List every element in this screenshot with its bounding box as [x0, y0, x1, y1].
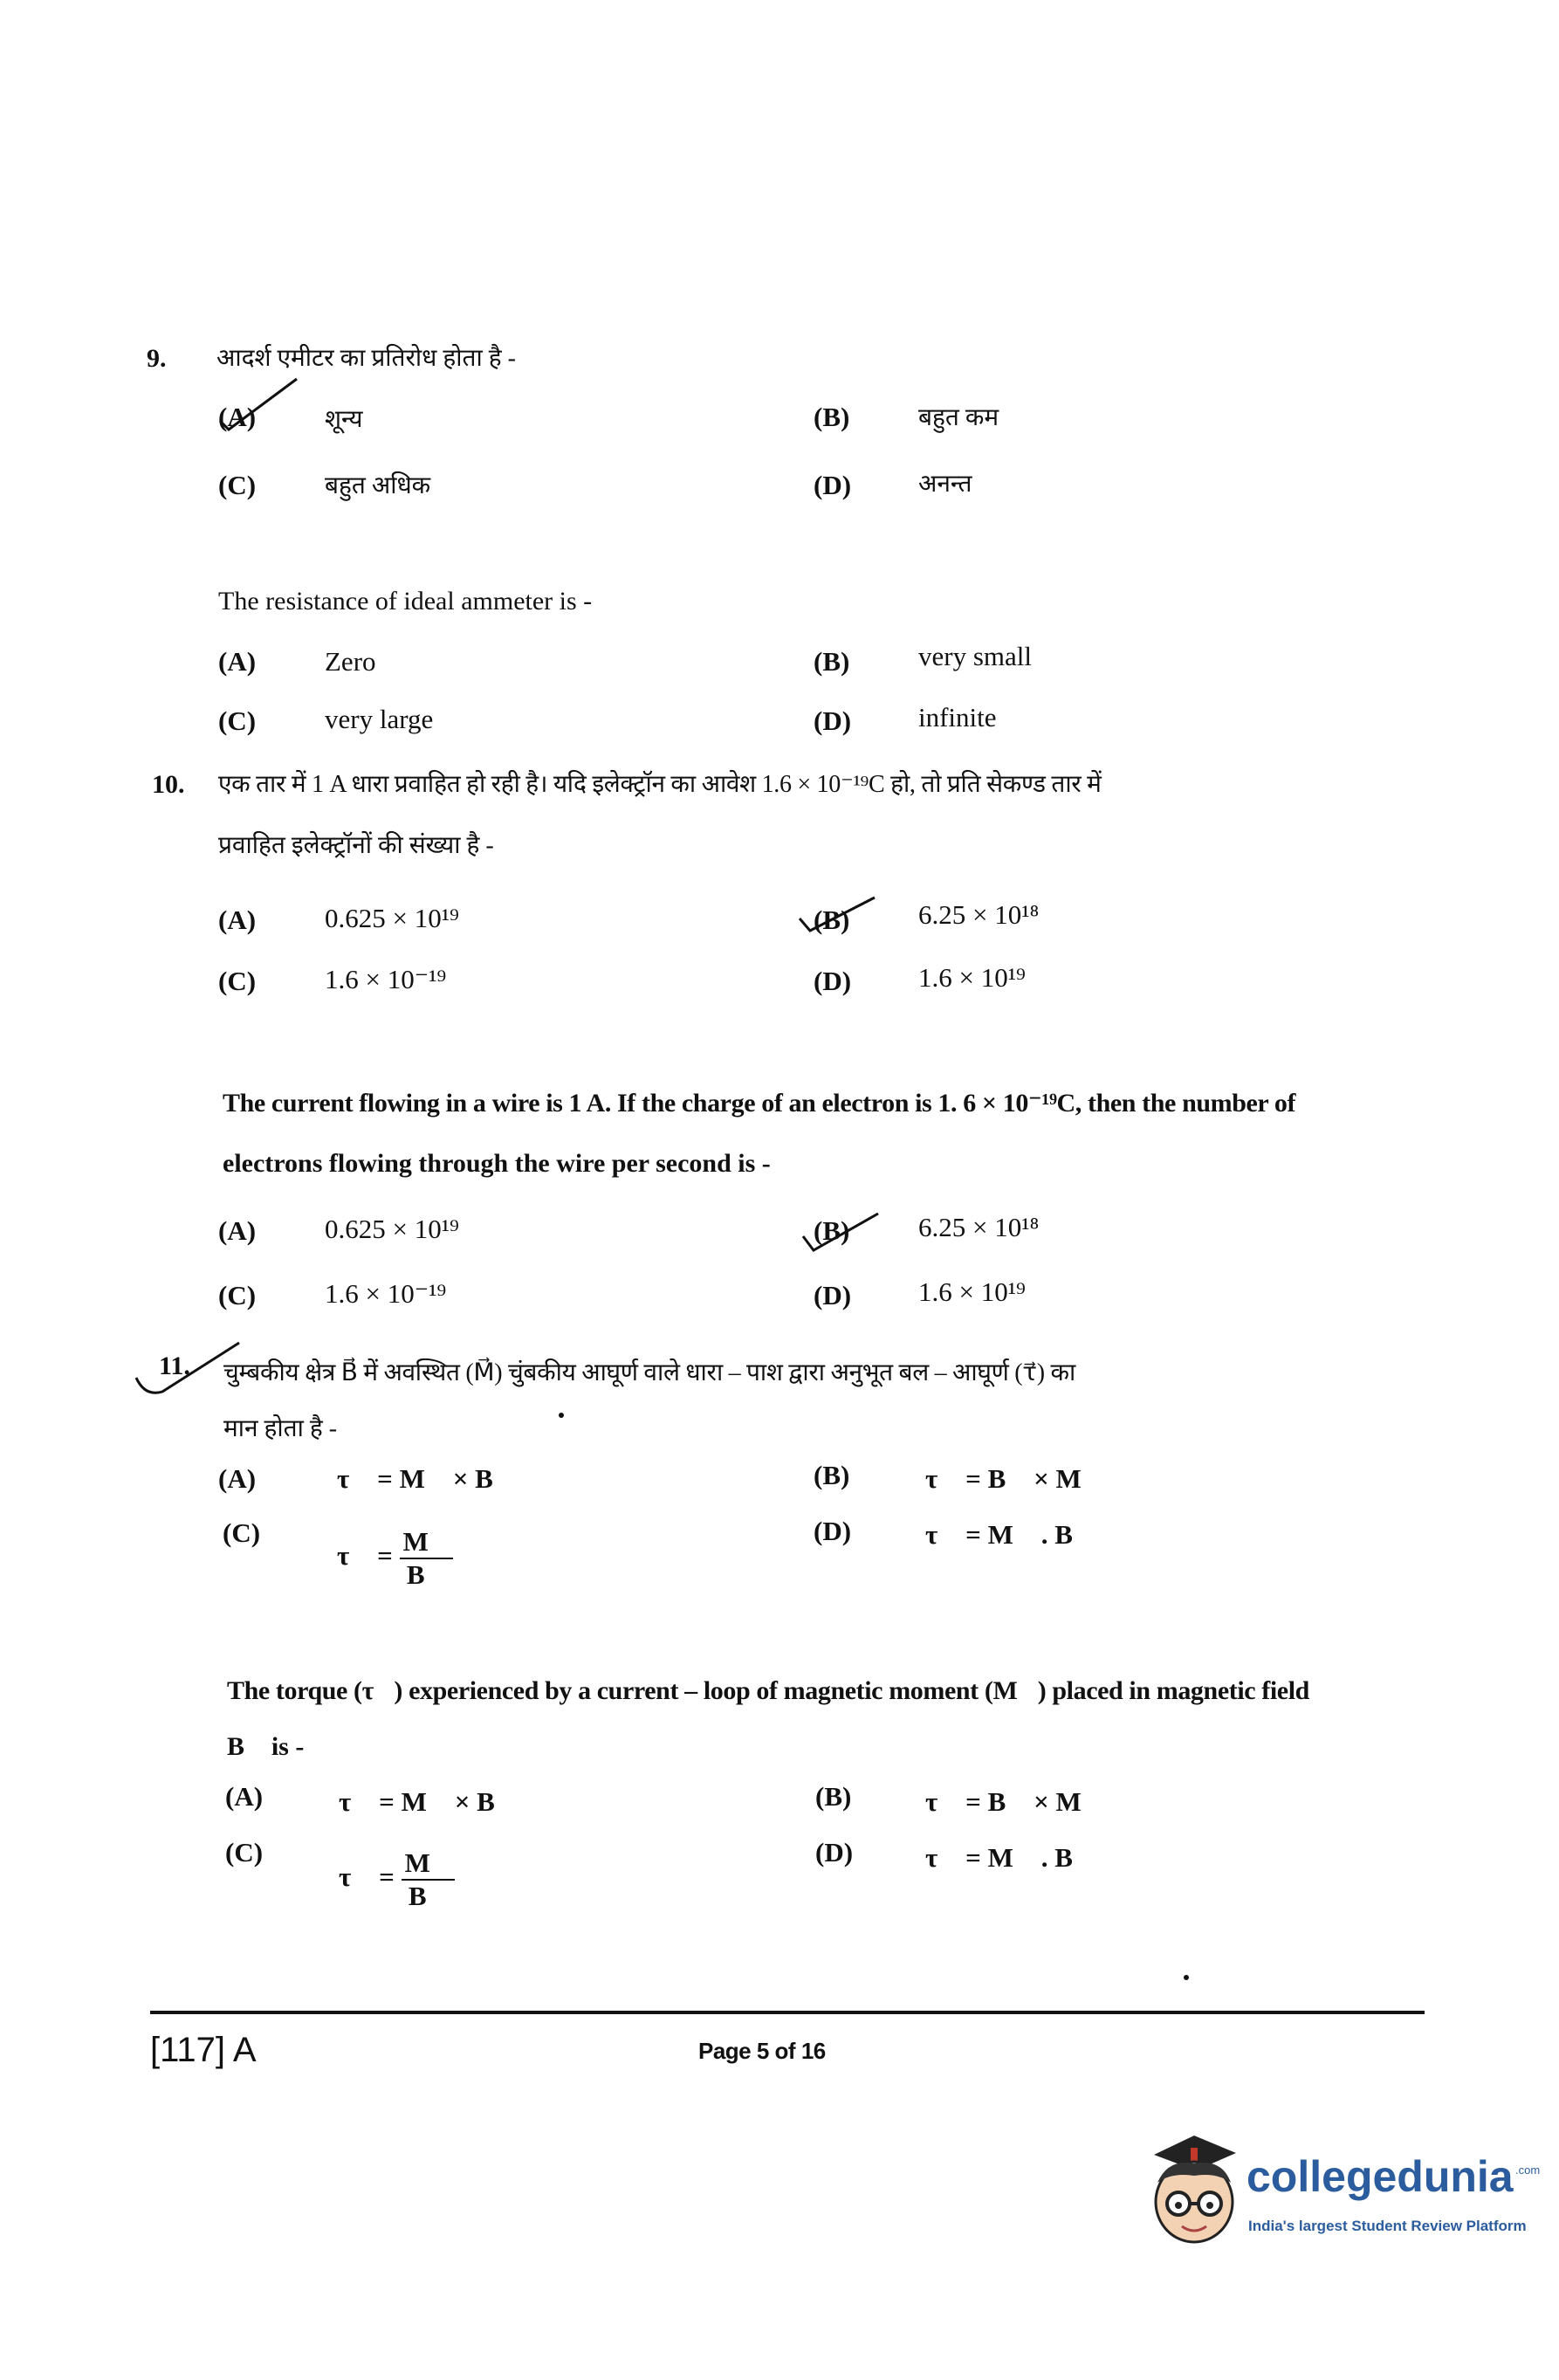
- q11-en-option-b-text: τ⃗ = B⃗ × M⃗: [925, 1786, 1102, 1817]
- q10-hi-option-d-label: (D): [814, 966, 852, 996]
- q11-english-question-line2: B⃗ is -: [227, 1732, 305, 1761]
- q10-hi-option-d-text: 1.6 × 10¹⁹: [918, 962, 1026, 993]
- q11-hi-option-b-label: (B): [814, 1460, 850, 1490]
- q11-hi-option-c-num: M⃗: [400, 1526, 453, 1559]
- q11-number: 11.: [159, 1352, 190, 1380]
- q9-hi-option-c-label: (C): [218, 470, 257, 500]
- q10-en-option-d-label: (D): [814, 1280, 852, 1310]
- q9-hi-option-a-label: (A): [218, 402, 257, 432]
- q11-hi-option-a-text: τ⃗ = M⃗ × B⃗: [337, 1463, 514, 1494]
- q9-en-option-a-label: (A): [218, 646, 257, 677]
- q9-hi-option-b-label: (B): [814, 402, 850, 432]
- q10-hindi-question-line2: प्रवाहित इलेक्ट्रॉनों की संख्या है -: [218, 832, 494, 859]
- q9-hi-option-c-text: बहुत अधिक: [325, 472, 431, 499]
- q9-en-option-c-text: very large: [325, 704, 434, 734]
- q9-hi-option-d-label: (D): [814, 470, 852, 500]
- q9-hindi-answer-tick-icon: [216, 375, 312, 437]
- q9-hindi-question: आदर्श एमीटर का प्रतिरोध होता है -: [216, 345, 516, 372]
- q10-hi-option-b-text: 6.25 × 10¹⁸: [918, 899, 1040, 930]
- q9-en-option-b-label: (B): [814, 646, 850, 677]
- q9-en-option-d-label: (D): [814, 705, 852, 736]
- q9-number: 9.: [147, 344, 167, 373]
- q11-hi-option-d-text: τ⃗ = M⃗ . B⃗: [925, 1519, 1094, 1550]
- q11-hi-option-d-label: (D): [814, 1516, 852, 1546]
- q11-en-option-c-expr: [339, 1847, 455, 1912]
- q10-hi-option-a-text: 0.625 × 10¹⁹: [325, 903, 459, 933]
- q10-english-question-line1: The current flowing in a wire is 1 A. If the charge of an electron is 1. 6 × 10⁻¹⁹C, then the number of: [223, 1089, 1296, 1118]
- q10-hi-option-a-label: (A): [218, 905, 257, 935]
- q11-hi-option-c-expr: [337, 1526, 453, 1591]
- q10-en-option-a-label: (A): [218, 1215, 257, 1246]
- q10-hi-option-c-label: (C): [218, 966, 257, 996]
- q11-hindi-question-line2: मान होता है -: [223, 1415, 338, 1442]
- q11-hindi-question-line1: चुम्बकीय क्षेत्र B⃗ में अवस्थित (M⃗) चुंबकीय आघूर्ण वाले धारा – पाश द्वारा अनुभूत बल – आघूर्ण (τ⃗) का: [223, 1359, 1075, 1386]
- q9-en-option-d-text: infinite: [918, 702, 997, 733]
- q10-hi-option-b-label: (B): [814, 905, 850, 935]
- q9-english-question: The resistance of ideal ammeter is -: [218, 587, 593, 616]
- q11-en-option-d-label: (D): [815, 1837, 854, 1868]
- q11-en-option-c-den: B⃗: [408, 1881, 448, 1911]
- q10-hindi-answer-tick-icon: [794, 891, 882, 939]
- q11-en-option-a-label: (A): [225, 1781, 264, 1812]
- q11-en-option-a-text: τ⃗ = M⃗ × B⃗: [339, 1786, 516, 1817]
- q10-hindi-question-line1: एक तार में 1 A धारा प्रवाहित हो रही है। यदि इलेक्ट्रॉन का आवेश 1.6 × 10⁻¹⁹C हो, तो प्रति सेकण्ड तार में: [218, 771, 1102, 798]
- q9-hi-option-b-text: बहुत कम: [918, 404, 999, 431]
- q10-en-option-d-text: 1.6 × 10¹⁹: [918, 1276, 1026, 1307]
- q11-en-option-c-lhs: τ⃗ =: [339, 1861, 395, 1893]
- q11-hi-option-c-den: B⃗: [406, 1559, 446, 1590]
- q10-en-option-b-label: (B): [814, 1215, 850, 1246]
- q10-en-option-b-text: 6.25 × 10¹⁸: [918, 1212, 1040, 1242]
- q10-english-answer-tick-icon: [796, 1205, 883, 1257]
- q11-en-option-c-fraction: [402, 1847, 455, 1912]
- stray-dot: [1184, 1975, 1189, 1980]
- q11-en-option-d-text: τ⃗ = M⃗ . B⃗: [925, 1842, 1094, 1873]
- q10-en-option-c-text: 1.6 × 10⁻¹⁹: [325, 1278, 447, 1309]
- q9-hi-option-d-text: अनन्त: [918, 471, 972, 498]
- q9-en-option-a-text: Zero: [325, 646, 376, 677]
- q11-hi-option-a-label: (A): [218, 1463, 257, 1494]
- q10-en-option-c-label: (C): [218, 1280, 257, 1310]
- q11-hi-option-c-label: (C): [223, 1517, 261, 1548]
- collegedunia-mascot-icon: [1142, 2129, 1245, 2253]
- brand-name: collegedunia: [1247, 2152, 1514, 2201]
- q11-english-question-line1: The torque (τ⃗) experienced by a current – loop of magnetic moment (M⃗) placed in magnetic field: [227, 1676, 1309, 1705]
- stray-dot: [559, 1413, 564, 1418]
- footer-divider: [150, 2011, 1425, 2014]
- q10-english-question-line2: electrons flowing through the wire per second is -: [223, 1149, 771, 1178]
- q11-hi-option-c-lhs: τ⃗ =: [337, 1540, 393, 1572]
- q11-hi-option-b-text: τ⃗ = B⃗ × M⃗: [925, 1463, 1102, 1494]
- q11-hi-option-c-fraction: [400, 1526, 453, 1591]
- q10-number: 10.: [152, 770, 185, 799]
- q11-en-option-c-num: M⃗: [402, 1847, 455, 1881]
- q10-hi-option-c-text: 1.6 × 10⁻¹⁹: [325, 964, 447, 994]
- q9-hi-option-a-text: शून्य: [325, 406, 363, 433]
- brand-tagline: India's largest Student Review Platform: [1248, 2218, 1527, 2234]
- q9-en-option-b-text: very small: [918, 641, 1032, 671]
- q10-en-option-a-text: 0.625 × 10¹⁹: [325, 1214, 459, 1244]
- footer-page-number: Page 5 of 16: [698, 2038, 826, 2064]
- q11-en-option-b-label: (B): [815, 1781, 852, 1812]
- brand-suffix: .com: [1515, 2163, 1541, 2177]
- q11-en-option-c-label: (C): [225, 1837, 264, 1868]
- footer-paper-code: [117] A: [150, 2031, 257, 2069]
- q9-en-option-c-label: (C): [218, 705, 257, 736]
